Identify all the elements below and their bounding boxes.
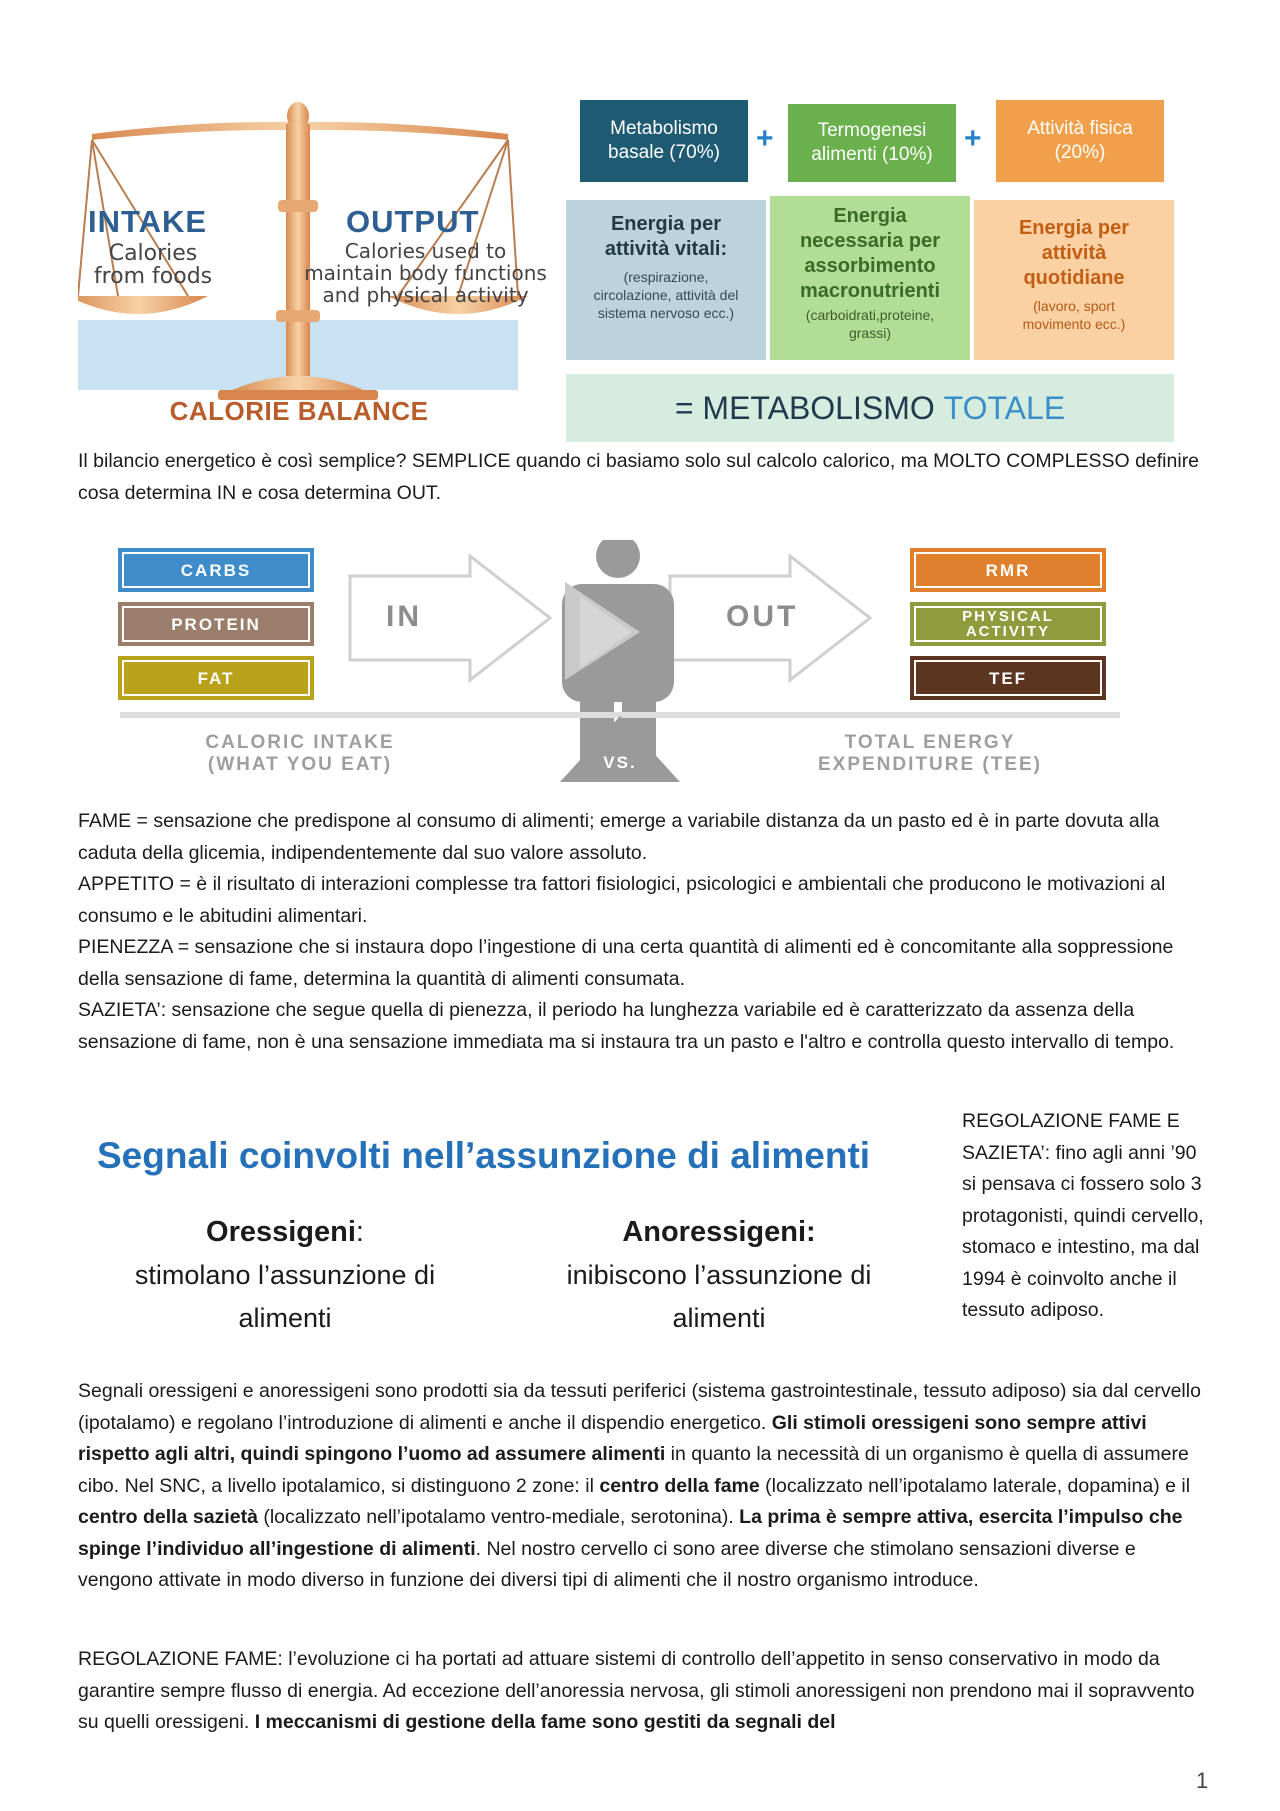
header-line: Metabolismo — [610, 118, 718, 139]
text-run: in quanto la necessità di un organismo è quella di assumere cibo. Nel SNC, a livello ipotalamico, si distinguono 2 zone: il — [78, 1443, 1189, 1497]
output-sub-2: maintain body functions — [304, 261, 547, 285]
oressigeni-description: stimolano l’assunzione di — [134, 1260, 436, 1290]
definition-pienezza: PIENEZZA = sensazione che si instaura dopo l’ingestione di una certa quantità di alimenti ed è concomitante alla soppressione della sensazione di fame, determina la quantità di alimenti consumata. — [78, 936, 1174, 990]
anoressigeni-description: alimenti — [672, 1303, 766, 1333]
in-item-label: CARBS — [122, 552, 310, 588]
header-line: alimenti (10%) — [811, 144, 933, 165]
box-title: necessaria per — [799, 230, 941, 252]
caloric-intake-caption — [150, 732, 450, 776]
in-item-protein — [118, 602, 314, 646]
text-run: . Nel nostro cervello ci sono aree diverse che stimolano sensazioni diverse e vengono attivate in modo diverso in funzione dei diversi tipi di alimenti che il nostro organismo introduce. — [78, 1537, 1136, 1591]
header-line: (20%) — [1054, 142, 1106, 163]
intake-description — [78, 242, 228, 288]
metabolism-basal-header — [580, 100, 748, 182]
box-title: Energia per — [610, 213, 722, 235]
definition-appetito: APPETITO = è il risultato di interazioni complesse tra fattori fisiologici, psicologici e ambientali che producono le motivazioni al consumo e le abitudini alimentari. — [78, 873, 1166, 927]
caption-line: EXPENDITURE (TEE) — [817, 754, 1043, 775]
anoressigeni-description: inibiscono l’assunzione di — [566, 1260, 872, 1290]
bold-run: I meccanismi di gestione della fame sono gestiti da segnali del — [254, 1711, 836, 1733]
metabolism-total — [566, 374, 1174, 442]
metabolism-total-prefix: = METABOLISMO — [674, 389, 935, 426]
text-run: REGOLAZIONE FAME: l’evoluzione ci ha portati ad attuare sistemi di controllo dell’appetito in senso conservativo in modo da garantire sempre flusso di energia. Ad eccezione dell’anoressia nervosa, gli stimoli anoressigeni non prendono mai il sopravvento su quelli oressigeni. — [78, 1648, 1195, 1733]
caption-line: CALORIC INTAKE — [205, 732, 395, 753]
oressigeni-colon: : — [355, 1216, 364, 1248]
bold-run: centro della fame — [599, 1474, 760, 1497]
text-run: (localizzato nell’ipotalamo ventro-mediale, serotonina). — [257, 1506, 740, 1528]
output-sub-1: Calories used to — [344, 239, 507, 263]
vs-label: VS. — [603, 753, 637, 772]
tee-caption — [760, 732, 1100, 776]
metabolism-total-suffix: TOTALE — [943, 389, 1066, 426]
box-title: Energia per — [1018, 217, 1130, 239]
page-number: 1 — [1196, 1768, 1209, 1793]
out-item-label: TEF — [914, 660, 1102, 696]
header-line: Attività fisica — [1027, 118, 1133, 139]
box-title: attività vitali: — [604, 238, 728, 260]
in-item-label: FAT — [122, 660, 310, 696]
energy-inout-figure — [110, 540, 1130, 785]
box-sub: movimento ecc.) — [1022, 316, 1126, 332]
out-item-tef — [910, 656, 1106, 700]
regolazione-paragraph — [78, 1644, 1206, 1739]
text-run: (localizzato nell’ipotalamo laterale, dopamina) e il — [759, 1474, 1191, 1497]
box-title: macronutrienti — [799, 280, 941, 302]
header-line: Termogenesi — [817, 120, 927, 141]
side-note: REGOLAZIONE FAME E SAZIETA’: fino agli anni ’90 si pensava ci fossero solo 3 protagonisti, quindi cervello, stomaco e intestino, ma dal 1994 è coinvolto anche il tessuto adiposo. — [962, 1110, 1204, 1321]
thermogenesis-header — [788, 104, 956, 182]
plus-icon: + — [964, 122, 982, 155]
caption-line: (WHAT YOU EAT) — [207, 754, 393, 775]
bold-run: La prima è sempre attiva, esercita l’impulso che spinge l’individuo all’ingestione di alimenti — [78, 1506, 1183, 1560]
intro-paragraph: Il bilancio energetico è così semplice? SEMPLICE quando ci basiamo solo sul calcolo calorico, ma MOLTO COMPLESSO definire cosa determina IN e cosa determina OUT. — [78, 450, 1200, 504]
out-label: OUT — [726, 600, 799, 633]
output-label: OUTPUT — [346, 204, 480, 239]
definition-sazieta: SAZIETA’: sensazione che segue quella di pienezza, il periodo ha lunghezza variabile ed è caratterizzato da assenza della sensazione di fame, non è una sensazione immediata ma si instaura tra un pasto e l'altro e controlla questo intervallo di tempo. — [78, 999, 1175, 1053]
out-item-label: PHYSICAL ACTIVITY — [914, 606, 1102, 642]
daily-activity-energy-box — [974, 200, 1174, 360]
intake-sub-1: Calories — [108, 241, 198, 266]
bold-run: Gli stimoli oressigeni sono sempre attivi rispetto agli altri, quindi spingono l’uomo ad assumere alimenti — [78, 1411, 1147, 1465]
box-title: assorbimento — [804, 255, 936, 277]
out-item-label: RMR — [914, 552, 1102, 588]
oressigeni-column — [92, 1211, 478, 1340]
in-item-carbs — [118, 548, 314, 592]
calorie-balance-figure — [78, 100, 548, 430]
box-sub: circolazione, attività del — [593, 287, 739, 303]
physical-activity-header — [996, 100, 1164, 182]
bold-run: centro della sazietà — [78, 1506, 258, 1528]
signals-paragraph — [78, 1376, 1206, 1597]
text-run: Segnali oressigeni e anoressigeni sono prodotti sia da tessuti periferici (sistema gastrointestinale, tessuto adiposo) sia dal cervello (ipotalamo) e regolano l’introduzione di alimenti e anche il dispendio energetico. — [78, 1380, 1201, 1434]
intake-label: INTAKE — [88, 204, 208, 239]
metabolism-figure — [560, 100, 1180, 445]
box-sub: grassi) — [848, 325, 891, 341]
vital-energy-box — [566, 200, 766, 360]
box-sub: (carboidrati,proteine, — [805, 307, 935, 323]
oressigeni-heading-text: Oressigeni — [206, 1216, 356, 1248]
absorption-energy-box — [770, 196, 970, 360]
box-sub: (lavoro, sport — [1033, 298, 1115, 314]
plus-icon: + — [756, 122, 774, 155]
in-label: IN — [386, 600, 422, 633]
intake-sub-2: from foods — [93, 264, 213, 289]
in-item-fat — [118, 656, 314, 700]
box-title: attività — [1041, 242, 1107, 264]
box-sub: sistema nervoso ecc.) — [597, 305, 735, 321]
calorie-balance-title: CALORIE BALANCE — [169, 396, 429, 426]
output-sub-3: and physical activity — [322, 283, 529, 307]
oressigeni-heading — [92, 1211, 478, 1254]
box-title: quotidiane — [1023, 267, 1125, 289]
out-item-physical-activity — [910, 602, 1106, 646]
header-line: basale (70%) — [608, 142, 720, 163]
in-item-label: PROTEIN — [122, 606, 310, 642]
box-sub: (respirazione, — [623, 269, 709, 285]
caption-line: TOTAL ENERGY — [844, 732, 1016, 753]
out-item-rmr — [910, 548, 1106, 592]
definitions-block — [78, 806, 1206, 1058]
box-title: Energia — [833, 205, 907, 227]
anoressigeni-heading: Anoressigeni: — [622, 1216, 816, 1248]
output-description — [303, 240, 548, 306]
oressigeni-description: alimenti — [238, 1303, 332, 1333]
signals-title: Segnali coinvolti nell’assunzione di alimenti — [97, 1135, 871, 1176]
definition-fame: FAME = sensazione che predispone al consumo di alimenti; emerge a variabile distanza da un pasto ed è in parte dovuta alla caduta della glicemia, indipendentemente dal suo valore assoluto. — [78, 810, 1160, 864]
anoressigeni-column — [526, 1211, 912, 1340]
